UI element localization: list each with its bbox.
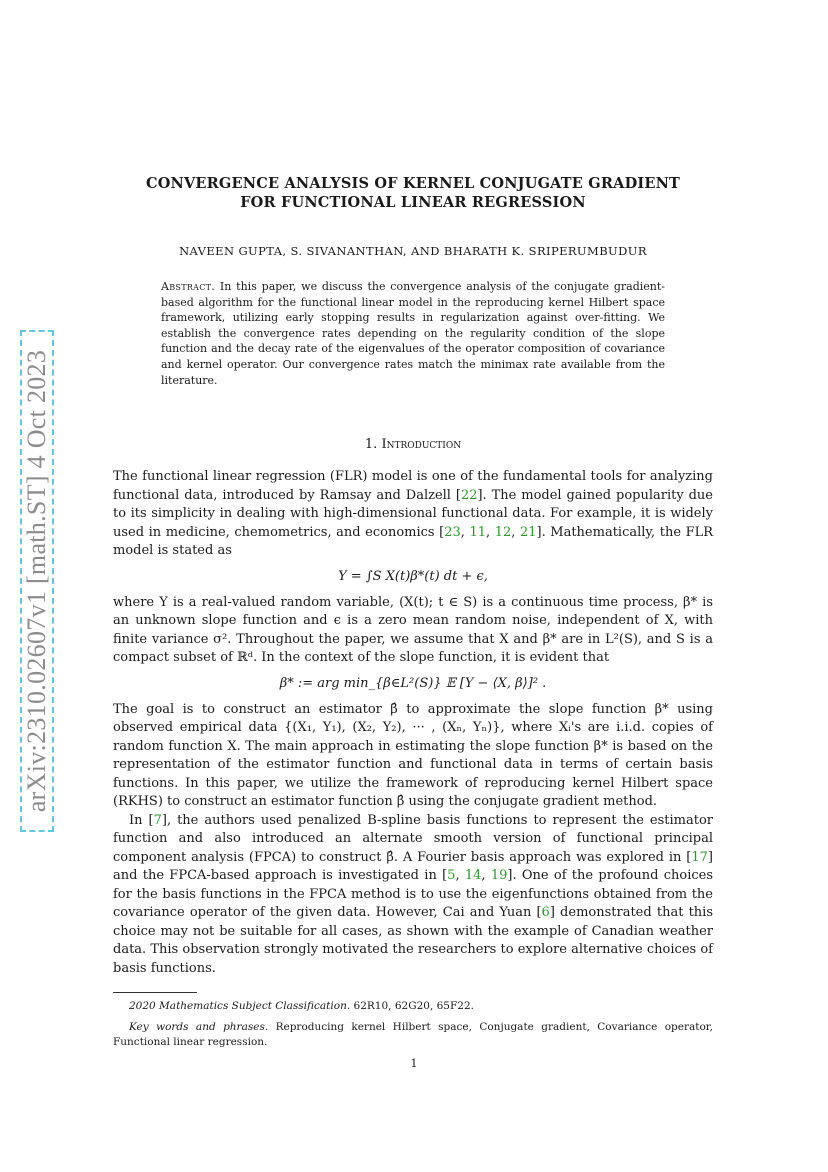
citation-link[interactable]: 14: [464, 868, 482, 884]
arxiv-sidebar-stamp: [20, 330, 54, 832]
paragraph-text: The functional linear regression (FLR) model is one of the fundamental tools for analyzing functional data, introduced by Ramsay and Dalzell [: [113, 469, 713, 503]
section-number: 1.: [364, 437, 378, 453]
paragraph-text: ] demonstrated that this choice may not be suitable for all cases, as shown with the example of Canadian weather data. This observation strongly motivated the researchers to explore alternative choices of basis functions.: [113, 905, 714, 976]
section-title: Introduction: [381, 437, 462, 453]
citation-link[interactable]: 19: [490, 868, 508, 884]
paper-title: [113, 174, 713, 212]
paragraph-4: In [7], the authors used penalized B-spline basis functions to represent the estimator function and also introduced an alternate smooth version of functional principal component analysis (FPCA) to construct β̂. A Fourier basis approach was explored in [17] and the FPCA-based approach is investigated in [5, 14, 19]. One of the profound choices for the basis functions in the FPCA method is to use the eigenfunctions obtained from the covariance operator of the given data. However, Cai and Yuan [6] demonstrated that this choice may not be suitable for all cases, as shown with the example of Canadian weather data. This observation strongly motivated the researchers to explore alternative choices of basis functions.: [113, 812, 714, 976]
paragraph-text: ]. One of the profound choices for the basis functions in the FPCA method is to use the eigenfunctions obtained from the covariance operator of the given data. However, Cai and Yuan [: [113, 868, 714, 921]
footnote-keywords: [113, 1020, 713, 1050]
footnote-rule: [113, 992, 197, 993]
footnote-text: 62R10, 62G20, 65F22.: [353, 1000, 474, 1013]
title-line-2: FOR FUNCTIONAL LINEAR REGRESSION: [240, 194, 586, 211]
paper-page: [113, 174, 713, 1050]
paragraph-2: where Y is a real-valued random variable, (X(t); t ∈ S) is a continuous time process, β* is an unknown slope function and ϵ is a zero mean random noise, independent of X, with finite variance σ². Throughout the paper, we assume that X and β* are in L²(S), and S is a compact subset of ℝᵈ. In the context of the slope function, it is evident that: [113, 594, 713, 666]
abstract-label: Abstract.: [161, 280, 216, 293]
footnote-text: Reproducing kernel Hilbert space, Conjugate gradient, Covariance operator, Functional linear regression.: [113, 1021, 713, 1049]
footnote-msc: [113, 999, 713, 1014]
paragraph-text: ]. The model gained popularity due to its simplicity in dealing with high-dimensional functional data. For example, it is widely used in medicine, chemometrics, and economics [: [113, 487, 713, 540]
citation-link[interactable]: 12: [494, 524, 512, 540]
citation-link[interactable]: 5: [447, 868, 456, 884]
citation-link[interactable]: 22: [460, 487, 478, 503]
citation-link[interactable]: 11: [469, 524, 487, 540]
paragraph-text: In [: [129, 812, 154, 828]
citation-link[interactable]: 17: [691, 849, 708, 865]
paragraph-1: The functional linear regression (FLR) model is one of the fundamental tools for analyzing functional data, introduced by Ramsay and Dalzell [22]. The model gained popularity due to its simplicity in dealing with high-dimensional functional data. For example, it is widely used in medicine, chemometrics, and economics [23, 11, 12, 21]. Mathematically, the FLR model is stated as: [113, 469, 714, 559]
abstract: [161, 279, 665, 388]
paragraph-text: ], the authors used penalized B-spline basis functions to represent the estimator function and also introduced an alternate smooth version of functional principal component analysis (FPCA) to construct β̂. A Fourier basis approach was explored in [: [113, 812, 713, 865]
equation-flr-model: Y = ∫S X(t)β*(t) dt + ϵ,: [338, 568, 488, 584]
title-line-1: CONVERGENCE ANALYSIS OF KERNEL CONJUGATE GRADIENT: [145, 175, 681, 192]
paragraph-text: ]. Mathematically, the FLR model is stated as: [113, 524, 714, 559]
arxiv-stamp-text: arXiv:2310.02607v1 [math.ST] 4 Oct 2023: [22, 349, 51, 813]
page-number: 1: [410, 1057, 418, 1070]
footnote-label: 2020 Mathematics Subject Classification.: [129, 1000, 351, 1013]
section-heading: [113, 437, 713, 452]
citation-link[interactable]: 7: [153, 812, 162, 828]
paragraph-3: The goal is to construct an estimator β̂ to approximate the slope function β* using observed empirical data {(X₁, Y₁), (X₂, Y₂), ··· , (Xₙ, Yₙ)}, where Xᵢ's are i.i.d. copies of random function X. The main approach in estimating the slope function β* is based on the representation of the estimator function and functional data in terms of certain basis functions. In this paper, we utilize the framework of reproducing kernel Hilbert space (RKHS) to construct an estimator function β̂ using the conjugate gradient method.: [113, 701, 713, 810]
author-list: NAVEEN GUPTA, S. SIVANANTHAN, AND BHARATH K. SRIPERUMBUDUR: [179, 244, 647, 258]
footnote-label: Key words and phrases.: [129, 1021, 269, 1034]
paragraph-text: ] and the FPCA-based approach is investigated in [: [113, 849, 713, 884]
citation-link[interactable]: 23: [444, 524, 461, 540]
citation-link[interactable]: 21: [519, 524, 537, 540]
equation-slope-definition: β* := arg min_{β∈L²(S)} 𝔼 [Y − ⟨X, β⟩]² .: [279, 675, 547, 691]
citation-link[interactable]: 6: [541, 905, 550, 921]
abstract-text: In this paper, we discuss the convergence analysis of the conjugate gradient-based algorithm for the functional linear model in the reproducing kernel Hilbert space framework, utilizing early stopping results in regularization against over-fitting. We establish the convergence rates depending on the regularity condition of the slope function and the decay rate of the eigenvalues of the operator composition of covariance and kernel operator. Our convergence rates match the minimax rate available from the literature.: [161, 280, 666, 387]
